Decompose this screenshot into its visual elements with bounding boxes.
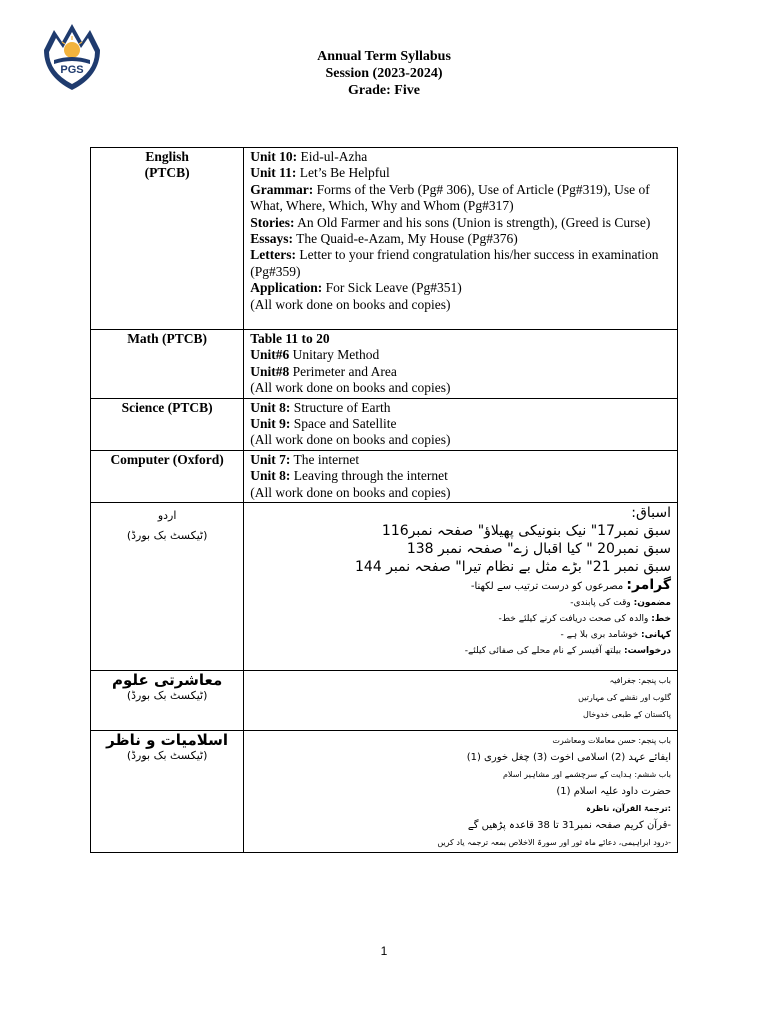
list-item: Unit 9: Space and Satellite bbox=[250, 416, 397, 432]
list-item: مضمون: وقت کی پابندی- bbox=[570, 598, 671, 609]
table-row bbox=[91, 503, 678, 671]
subject-urdu: اردو (ٹیکسٹ بک بورڈ) bbox=[91, 503, 244, 671]
list-item: حضرت داود علیہ اسلام (1) bbox=[556, 786, 671, 798]
table-row bbox=[91, 330, 678, 399]
english-content bbox=[244, 148, 678, 330]
list-item: :ترجمۃ القرآن، ناظرہ bbox=[586, 804, 671, 814]
list-item: سبق نمبر20 " کیا اقبال زے" صفحہ نمبر 138 bbox=[406, 541, 671, 558]
islamiyat-content bbox=[244, 731, 678, 853]
list-item: Grammar: Forms of the Verb (Pg# 306), Use of Article (Pg#319), Use of What, Where, Which, Why and Whom (Pg#317) bbox=[250, 181, 650, 214]
list-item: گرامر: مصرعوں کو درست ترتیب سے لکھنا- bbox=[470, 577, 671, 594]
list-item: سبق نمبر17" نیک بنونیکی پھیلاؤ" صفحہ نمبر116 bbox=[381, 523, 671, 540]
list-item: درخواست: بیلتھ آفیسر کے نام محلے کی صفائی کیلئے- bbox=[464, 646, 671, 657]
subject-math: Math (PTCB) bbox=[91, 330, 244, 399]
subject-computer: Computer (Oxford) bbox=[91, 450, 244, 502]
list-item: پاکستان کے طبعی خدوخال bbox=[583, 710, 671, 720]
table-row bbox=[91, 731, 678, 853]
document-title: Annual Term Syllabus bbox=[317, 49, 451, 64]
science-content bbox=[244, 398, 678, 450]
list-item: باب ششم: ہدایت کے سرچشمے اور مشاہیر اسلام bbox=[502, 770, 671, 780]
list-item: سبق نمبر 21" بڑے مثل بے نظام تیرا" صفحہ نمبر 144 bbox=[355, 559, 671, 576]
list-item: گلوب اور نقشے کی مہارتیں bbox=[578, 693, 671, 703]
session-label: Session (2023-2024) bbox=[325, 66, 443, 81]
list-item: Letters: Letter to your friend congratulation his/her success in examination (Pg#359) bbox=[250, 247, 659, 279]
list-item: ایفائے عہد (2) اسلامی اخوت (3) چغل خوری (1) bbox=[466, 752, 671, 764]
list-item: باب پنجم: حسن معاملات ومعاشرت bbox=[552, 736, 671, 746]
list-item: Essays: The Quaid-e-Azam, My House (Pg#376) bbox=[250, 231, 518, 247]
table-row bbox=[91, 671, 678, 731]
grade-label: Grade: Five bbox=[348, 83, 420, 98]
list-item: خط: والدہ کی صحت دریافت کرنے کیلئے خط- bbox=[498, 614, 671, 625]
urdu-content bbox=[244, 503, 678, 671]
social-studies-content bbox=[244, 671, 678, 731]
svg-text:PGS: PGS bbox=[60, 64, 84, 76]
subject-islamiyat: اسلامیات و ناظر (ٹیکسٹ بک بورڈ) bbox=[91, 731, 244, 853]
list-item: (All work done on books and copies) bbox=[250, 432, 451, 448]
subject-social-studies: معاشرتی علوم (ٹیکسٹ بک بورڈ) bbox=[91, 671, 244, 731]
table-row bbox=[91, 148, 678, 330]
list-item: (All work done on books and copies) bbox=[250, 484, 451, 500]
list-item: Unit 8: Leaving through the internet bbox=[250, 468, 448, 484]
list-item: Unit 7: The internet bbox=[250, 451, 360, 467]
list-item: Unit 8: Structure of Earth bbox=[250, 399, 391, 415]
list-item: (All work done on books and copies) bbox=[250, 296, 451, 312]
list-item: کہانی: خوشامد بری بلا ہے - bbox=[560, 630, 671, 641]
list-item: (All work done on books and copies) bbox=[250, 380, 451, 396]
table-row bbox=[91, 450, 678, 502]
table-row bbox=[91, 398, 678, 450]
subject-english: English (PTCB) bbox=[91, 148, 244, 330]
list-item: -قرآن کریم صفحہ نمبر31 تا 38 قاعدہ پڑھیں گے bbox=[467, 820, 671, 832]
computer-content bbox=[244, 450, 678, 502]
page-number: 1 bbox=[380, 944, 388, 958]
list-item: Unit 11: Let’s Be Helpful bbox=[250, 165, 390, 181]
document-title-block bbox=[0, 48, 768, 99]
syllabus-table bbox=[90, 147, 678, 853]
urdu-heading: اسباق: bbox=[631, 505, 671, 522]
list-item: -درود ابراہیمی، دعائے ماہ ثور اور سورۃ الاخلاص بمعہ ترجمہ یاد کریں bbox=[437, 838, 671, 848]
list-item: Table 11 to 20 bbox=[250, 331, 330, 346]
list-item: Unit#8 Perimeter and Area bbox=[250, 363, 397, 379]
list-item: Unit 10: Eid-ul-Azha bbox=[250, 149, 368, 164]
list-item: Stories: An Old Farmer and his sons (Union is strength), (Greed is Curse) bbox=[250, 214, 651, 230]
list-item: Unit#6 Unitary Method bbox=[250, 347, 380, 363]
subject-science: Science (PTCB) bbox=[91, 398, 244, 450]
math-content bbox=[244, 330, 678, 399]
list-item: باب پنجم: جغرافیہ bbox=[609, 676, 671, 686]
list-item: Application: For Sick Leave (Pg#351) bbox=[250, 280, 462, 296]
